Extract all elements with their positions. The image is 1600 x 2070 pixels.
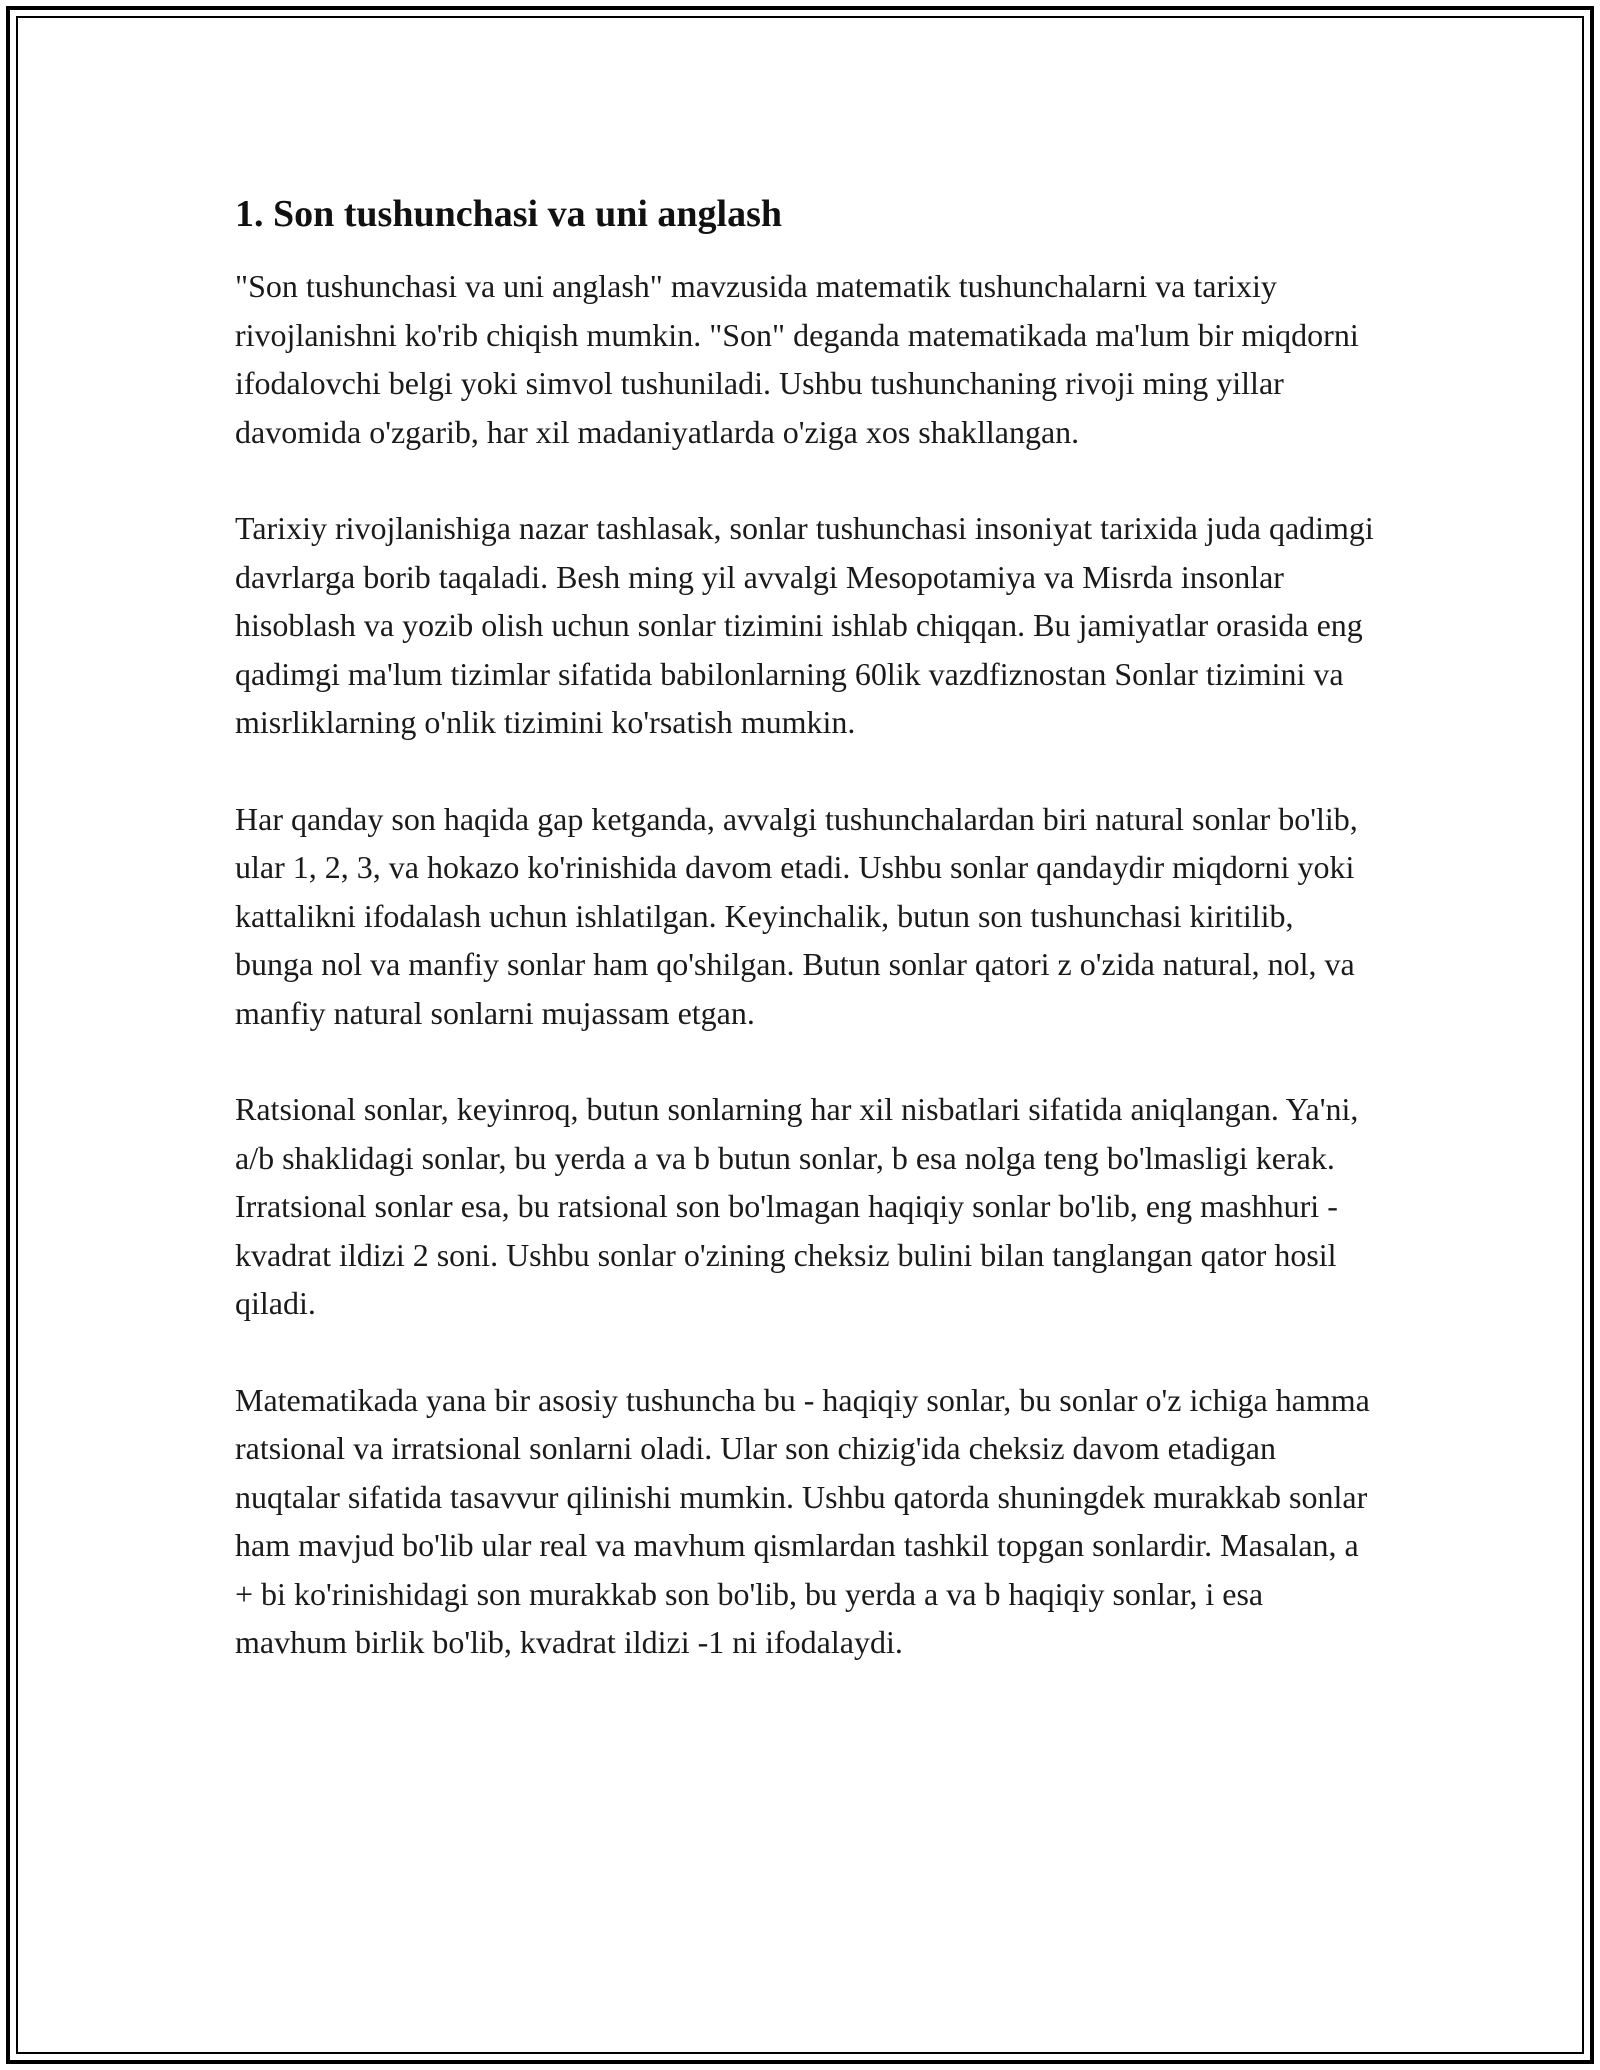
paragraph-3: Har qanday son haqida gap ketganda, avvalgi tushunchalardan biri natural sonlar bo'lib, ular 1, 2, 3, va hokazo ko'rinishida davom etadi. Ushbu sonlar qandaydir miqdorni yoki kattalikni ifodalash uchun ishlatilgan. Keyinchalik, butun son tushunchasi kiritilib, bunga nol va manfiy sonlar ham qo'shilgan. Butun sonlar qatori z o'zida natural, nol, va manfiy natural sonlarni mujassam etgan. bbox=[235, 800, 1358, 1031]
paragraph-2: Tarixiy rivojlanishiga nazar tashlasak, sonlar tushunchasi insoniyat tarixida juda qadimgi davrlarga borib taqaladi. Besh ming yil avvalgi Mesopotamiya va Misrda insonlar hisoblash va yozib olish uchun sonlar tizimini ishlab chiqqan. Bu jamiyatlar orasida eng qadimgi ma'lum tizimlar sifatida babilonlarning 60lik vazdfiznostan Sonlar tizimini va misrliklarning o'nlik tizimini ko'rsatish mumkin. bbox=[235, 510, 1374, 740]
section-heading: 1. Son tushunchasi va uni anglash bbox=[235, 193, 783, 235]
paragraph-5: Matematikada yana bir asosiy tushuncha bu - haqiqiy sonlar, bu sonlar o'z ichiga hamma ratsional va irratsional sonlarni oladi. Ular son chizig'ida cheksiz davom etadigan nuqtalar sifatida tasavvur qilinishi mumkin. Ushbu qatorda shuningdek murakkab sonlar ham mavjud bo'lib ular real va mavhum qismlardan tashkil topgan sonlardir. Masalan, a + bi ko'rinishidagi son murakkab son bo'lib, bu yerda a va b haqiqiy sonlar, i esa mavhum birlik bo'lib, kvadrat ildizi -1 ni ifodalaydi. bbox=[235, 1381, 1370, 1660]
paragraph-4: Ratsional sonlar, keyinroq, butun sonlarning har xil nisbatlari sifatida aniqlangan. Ya'ni, a/b shaklidagi sonlar, bu yerda a va b butun sonlar, b esa nolga teng bo'lmasligi kerak. Irratsional sonlar esa, bu ratsional son bo'lmagan haqiqiy sonlar bo'lib, eng mashhuri - kvadrat ildizi 2 soni. Ushbu sonlar o'zining cheksiz bulini bilan tanglangan qator hosil qiladi. bbox=[235, 1091, 1359, 1321]
paragraph-1: "Son tushunchasi va uni anglash" mavzusida matematik tushunchalarni va tarixiy rivojlanishni ko'rib chiqish mumkin. "Son" deganda matematikada ma'lum bir miqdorni ifodalovchi belgi yoki simvol tushuniladi. Ushbu tushunchaning rivoji ming yillar davomida o'zgarib, har xil madaniyatlarda o'ziga xos shakllangan. bbox=[235, 268, 1359, 450]
document-body bbox=[235, 188, 1375, 1715]
